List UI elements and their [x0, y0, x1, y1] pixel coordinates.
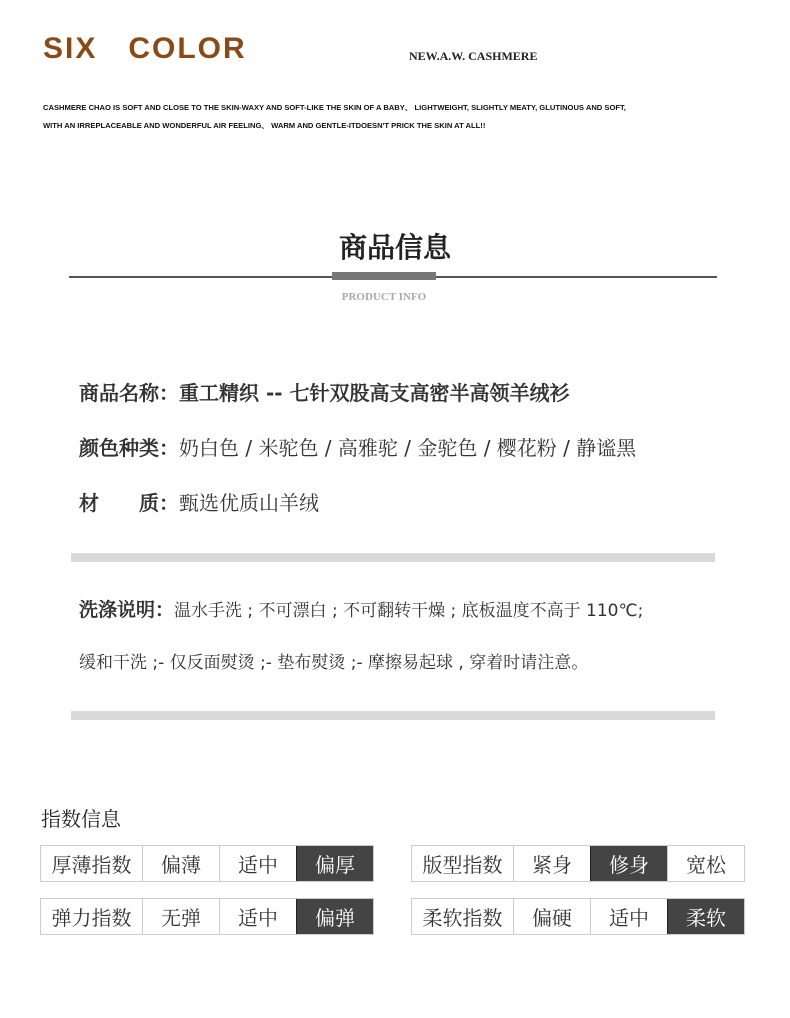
index-title: 指数信息: [41, 807, 121, 831]
index-table: [40, 845, 374, 882]
info-value: 甄选优质山羊绒: [179, 491, 319, 515]
index-label: 厚薄指数: [51, 853, 132, 877]
collection-title: NEW.A.W. CASHMERE: [409, 49, 538, 63]
section-subtitle: PRODUCT INFO: [341, 291, 427, 303]
index-option: 偏弹: [296, 899, 373, 934]
index-option: 适中: [590, 899, 667, 934]
brand-text: SIX COLOR: [43, 32, 247, 65]
divider-accent: [332, 272, 436, 280]
wash-text: 温水手洗 ; 不可漂白 ; 不可翻转干燥 ; 底板温度不高于 110℃;: [174, 601, 644, 621]
index-option: 修身: [590, 846, 667, 881]
separator-bar: [71, 711, 715, 720]
index-option: 宽松: [667, 846, 744, 881]
separator-bar: [71, 553, 715, 562]
index-option: 偏硬: [513, 899, 590, 934]
info-row-material: [79, 487, 319, 516]
info-row-name: [79, 377, 570, 406]
tagline-line-1: CASHMERE CHAO IS SOFT AND CLOSE TO THE SKIN-WAXY AND SOFT-LIKE THE SKIN OF A BABY、 LIGHTWEIGHT, SLIGHTLY MEATY, GLUTINOUS AND SOFT,: [43, 103, 626, 112]
section-title: 商品信息: [338, 231, 451, 264]
brand-title: [43, 32, 247, 66]
index-option: 无弹: [142, 899, 219, 934]
index-option: 偏薄: [142, 846, 219, 881]
wash-line-1: [79, 595, 643, 622]
index-label: 柔软指数: [422, 906, 503, 930]
wash-label: 洗涤说明：: [79, 599, 175, 621]
index-label: 弹力指数: [51, 906, 132, 930]
index-table: [40, 898, 374, 935]
index-table: [411, 898, 745, 935]
info-label: 颜色种类：: [79, 436, 179, 460]
index-option: 适中: [219, 899, 296, 934]
index-table: [411, 845, 745, 882]
index-option: 柔软: [667, 899, 744, 934]
info-value: 重工精织 -- 七针双股高支高密半高领羊绒衫: [179, 381, 570, 405]
index-option: 适中: [219, 846, 296, 881]
tagline-line-2: WITH AN IRREPLACEABLE AND WONDERFUL AIR FEELING、 WARM AND GENTLE-ITDOESN'T PRICK THE SKIN AT ALL!!: [43, 121, 486, 130]
index-option: 紧身: [513, 846, 590, 881]
index-option: 偏厚: [296, 846, 373, 881]
index-label: 版型指数: [422, 853, 503, 877]
info-value: 奶白色 / 米驼色 / 高雅驼 / 金驼色 / 樱花粉 / 静谧黑: [179, 436, 637, 460]
info-row-colors: [79, 432, 636, 461]
wash-line-2: 缓和干洗 ;- 仅反面熨烫 ;- 垫布熨烫 ;- 摩擦易起球 , 穿着时请注意。: [79, 653, 589, 673]
info-label: 材 质：: [79, 491, 179, 515]
info-label: 商品名称：: [79, 381, 179, 405]
